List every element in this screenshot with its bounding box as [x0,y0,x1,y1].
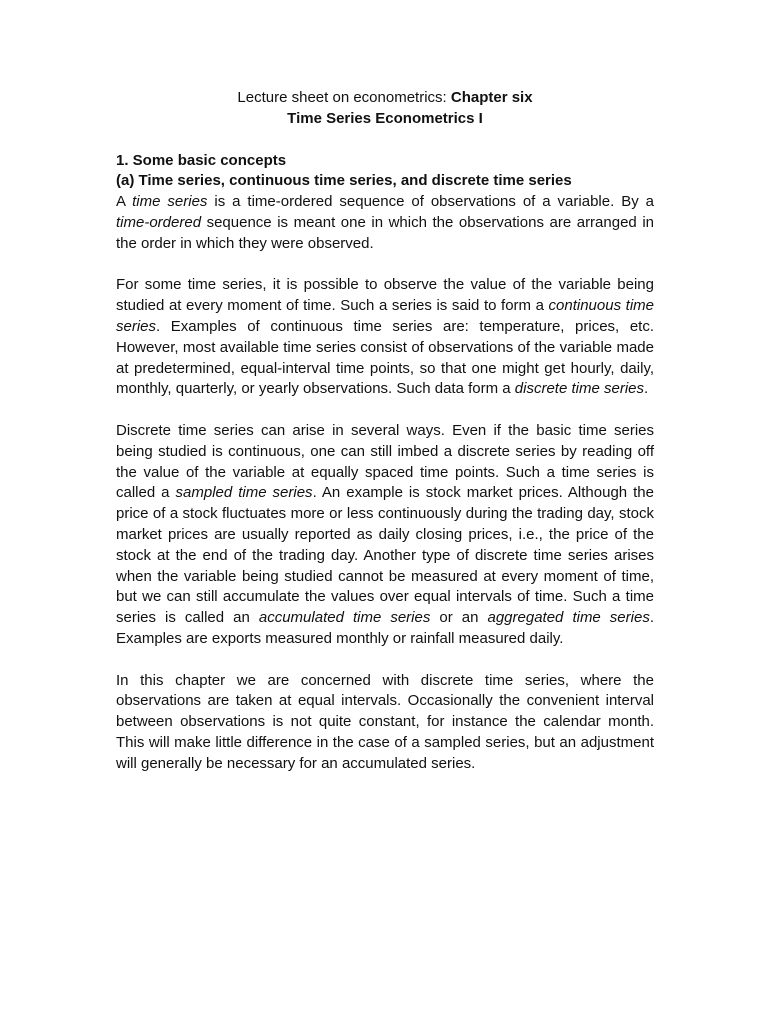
para1-term-time-ordered: time-ordered [116,213,202,231]
para3-term-accumulated: accumulated time series [258,609,431,627]
section-heading: 1. Some basic concepts [116,151,287,169]
para3-text-2: . An example is stock market prices. Although the price of a stock fluctuates more or less continuously during the trading day, stock market prices are usually reported as daily closing prices, i.e., the price of the stock at the end of the trading day. Another type of discrete time series arises when the variable being studied cannot be measured at every moment of time, but we can still accumulate the values over equal intervals of time. Such a time series is called an [116,484,654,627]
para1-text-1: A [116,193,133,211]
para2-text-3: . [644,380,649,398]
para2-text-2: . Examples of continuous time series are: temperature, prices, etc. However, most available time series consist of observations of the variable made at predetermined, equal-interval time points, so that one might get hourly, daily, monthly, quarterly, or yearly observations. Such data form a [116,317,654,398]
para3-text-1: Discrete time series can arise in several ways. Even if the basic time series being studied is continuous, one can still imbed a discrete series by reading off the value of the variable at equally spaced time points. Such a time series is called a [116,421,654,502]
paragraph-discrete [116,421,654,650]
paragraph-chapter-scope: In this chapter we are concerned with discrete time series, where the observations are taken at equal intervals. Occasionally the convenient interval between observations is not quite constant, for instance the calendar month. This will make little difference in the case of a sampled series, but an adjustment will generally be necessary for an accumulated series. [116,671,654,772]
document-page [116,88,654,795]
paragraph-definition [116,192,654,254]
para3-term-sampled: sampled time series [175,484,313,502]
para2-term-discrete: discrete time series [514,380,645,398]
para1-text-2: is a time-ordered sequence of observations of a variable. By a [207,193,654,211]
para2-term-continuous: continuous time series [116,297,654,335]
para2-text-1: For some time series, it is possible to observe the value of the variable being studied at every moment of time. Such a series is said to form a [116,276,654,315]
para1-text-3: sequence is meant one in which the observations are arranged in the order in which they were observed. [116,213,654,252]
document-subtitle: Time Series Econometrics I [287,109,483,127]
section-subheading: (a) Time series, continuous time series, and discrete time series [116,172,572,190]
para3-text-4: . Examples are exports measured monthly or rainfall measured daily. [116,609,654,647]
title-prefix: Lecture sheet on econometrics: [237,89,451,106]
para3-term-aggregated: aggregated time series [487,609,650,627]
paragraph-continuous [116,275,654,400]
para3-text-3: or an [430,609,488,627]
document-title [116,88,654,109]
para1-term-time-series: time series [132,193,208,211]
title-spacer [116,130,654,151]
title-chapter: Chapter six [450,89,533,106]
